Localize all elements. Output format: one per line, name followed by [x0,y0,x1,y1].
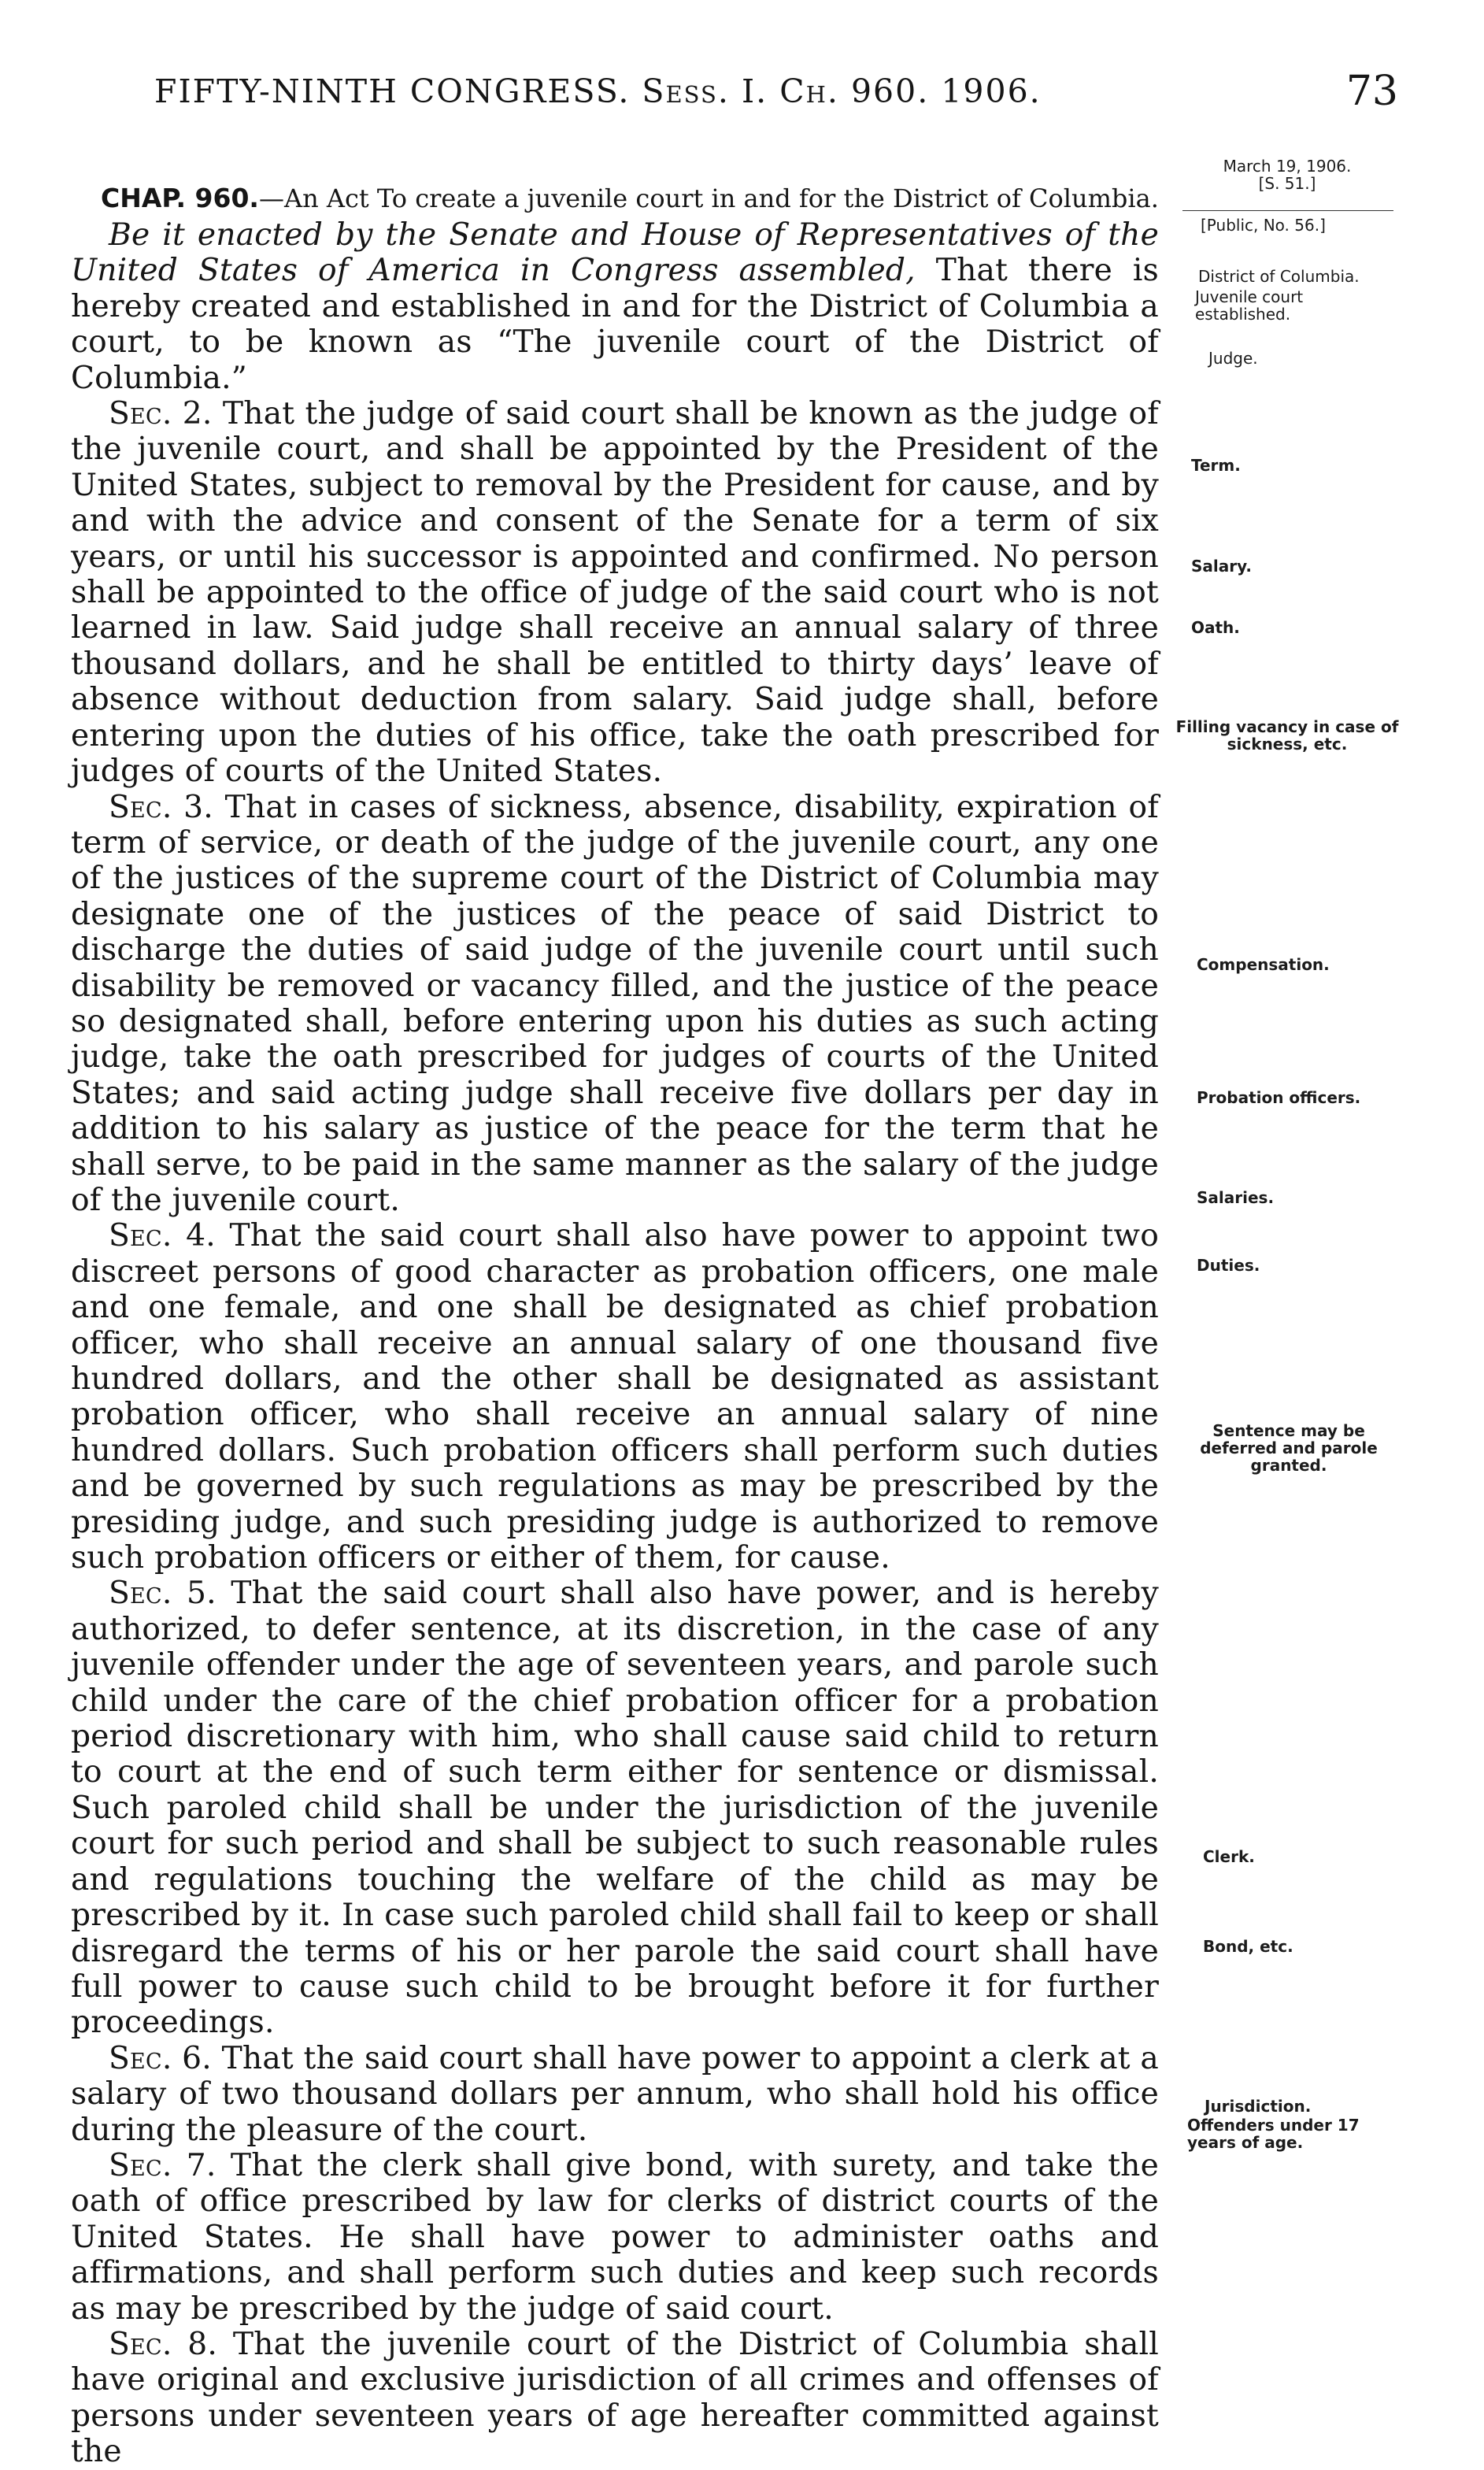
enacting-paragraph [71,217,1159,396]
margin-bond: Bond, etc. [1203,1937,1293,1956]
section-label: Sec. 3. [109,789,213,825]
margin-sentence-parole: Sentence may be deferred and parole granted. [1200,1421,1378,1475]
section-5 [71,1576,1159,2040]
section-7 [71,2148,1159,2327]
margin-probation-officers: Probation officers. [1197,1088,1361,1107]
margin-salary: Salary. [1191,557,1252,576]
chapter-title-line [101,183,1159,213]
margin-district: District of Columbia. [1198,267,1360,286]
margin-judge: Judge. [1208,349,1258,368]
statute-body [71,217,1159,2470]
margin-public-law: [Public, No. 56.] [1201,216,1326,235]
section-text: That the said court shall have power to appoint a clerk at a salary of two thousand dollars per annum, who shall hold his office during the pleasure of the court. [71,2040,1159,2148]
page-number: 73 [1345,68,1398,115]
page-header [154,68,1398,120]
section-text: That the judge of said court shall be known as the judge of the juvenile court, and shall be appointed by the President of the United States, subject to removal by the President for cause, and by and with the advice and consent of the Senate for a term of six years, or until his successor is appointed and confirmed. No person shall be appointed to the office of judge of the said court who is not learned in law. Said judge shall receive an annual salary of three thousand dollars, and he shall be entitled to thirty days’ leave of absence without deduction from salary. Said judge shall, before entering upon the duties of his office, take the oath prescribed for judges of courts of the United States. [71,396,1159,790]
section-label: Sec. 6. [109,2040,212,2076]
margin-date: March 19, 1906. [1223,157,1352,176]
section-label: Sec. 4. [109,1218,216,1254]
section-label: Sec. 7. [109,2147,216,2183]
margin-compensation: Compensation. [1197,955,1330,974]
margin-rule [1182,210,1393,211]
year-label: 1906. [941,72,1042,110]
margin-senate-bill: [S. 51.] [1258,174,1316,193]
section-text: That the clerk shall give bond, with surety, and take the oath of office prescribed by law for clerks of district courts of the United States. He shall have power to administer oaths and affirmations, and shall perform such duties and keep such records as may be prescribed by the judge of said court. [71,2147,1159,2327]
section-text: That the juvenile court of the District of Columbia shall have original and exclusive jurisdiction of all crimes and offenses of persons under seventeen years of age hereafter committed against the [71,2326,1159,2470]
chapter-label: Ch. 960. [779,72,930,110]
section-label: Sec. 2. [109,396,213,432]
margin-term: Term. [1191,456,1241,475]
margin-duties: Duties. [1197,1256,1260,1275]
section-text: That in cases of sickness, absence, disability, expiration of term of service, or death of the judge of the juvenile court, any one of the justices of the supreme court of the District of Columbia may designate one of the justices of the peace of said District to discharge the duties of said judge of the juvenile court until such disability be removed or vacancy filled, and the justice of the peace so designated shall, before entering upon his duties as such acting judge, take the oath prescribed for judges of courts of the United States; and said acting judge shall receive five dollars per day in addition to his salary as justice of the peace for the term that he shall serve, to be paid in the same manner as the salary of the judge of the juvenile court. [71,789,1159,1218]
margin-filling-vacancy: Filling vacancy in case of sickness, etc. [1175,717,1399,754]
congress-label: FIFTY-NINTH CONGRESS. [154,72,631,110]
margin-clerk: Clerk. [1203,1847,1255,1866]
section-2 [71,396,1159,789]
section-label: Sec. 8. [109,2326,218,2362]
margin-jurisdiction: Jurisdiction. [1205,2097,1312,2116]
section-label: Sec. 5. [109,1576,216,1612]
enacting-clause: Be it enacted by the Senate and House of Representatives of the United States of America in Congress assembled, [71,217,1159,289]
section-4 [71,1218,1159,1576]
chapter-number: CHAP. 960. [101,183,259,213]
section-6 [71,2041,1159,2148]
margin-salaries: Salaries. [1197,1188,1275,1207]
running-head [154,72,1042,110]
act-title: —An Act To create a juvenile court in and for the District of Columbia. [258,183,1159,213]
margin-offenders-under-17: Offenders under 17 years of age. [1187,2116,1360,2152]
session-label: Sess. I. [642,72,768,110]
margin-oath: Oath. [1191,618,1240,637]
enacting-text: That there is hereby created and established in and for the District of Columbia a court, to be known as “The juvenile court of the District of Columbia.” [71,253,1159,396]
margin-court-established: Juvenile court established. [1195,287,1304,324]
section-3 [71,790,1159,1219]
section-text: That the said court shall also have power, and is hereby authorized, to defer sentence, at its discretion, in the case of any juvenile offender under the age of seventeen years, and parole such child under the care of the chief probation officer for a probation period discretionary with him, who shall cause said child to return to court at the end of such term either for sentence or dismissal. Such paroled child shall be under the jurisdiction of the juvenile court for such period and shall be subject to such reasonable rules and regulations touching the welfare of the child as may be prescribed by it. In case such paroled child shall fail to keep or shall disregard the terms of his or her parole the said court shall have full power to cause such child to be brought before it for further proceedings. [71,1576,1159,2041]
section-text: That the said court shall also have power to appoint two discreet persons of good character as probation officers, one male and one female, and one shall be designated as chief probation officer, who shall receive an annual salary of one thousand five hundred dollars, and the other shall be designated as assistant probation officer, who shall receive an annual salary of nine hundred dollars. Such probation officers shall perform such duties and be governed by such regulations as may be prescribed by the presiding judge, and such presiding judge is authorized to remove such probation officers or either of them, for cause. [71,1218,1159,1576]
section-8 [71,2327,1159,2470]
